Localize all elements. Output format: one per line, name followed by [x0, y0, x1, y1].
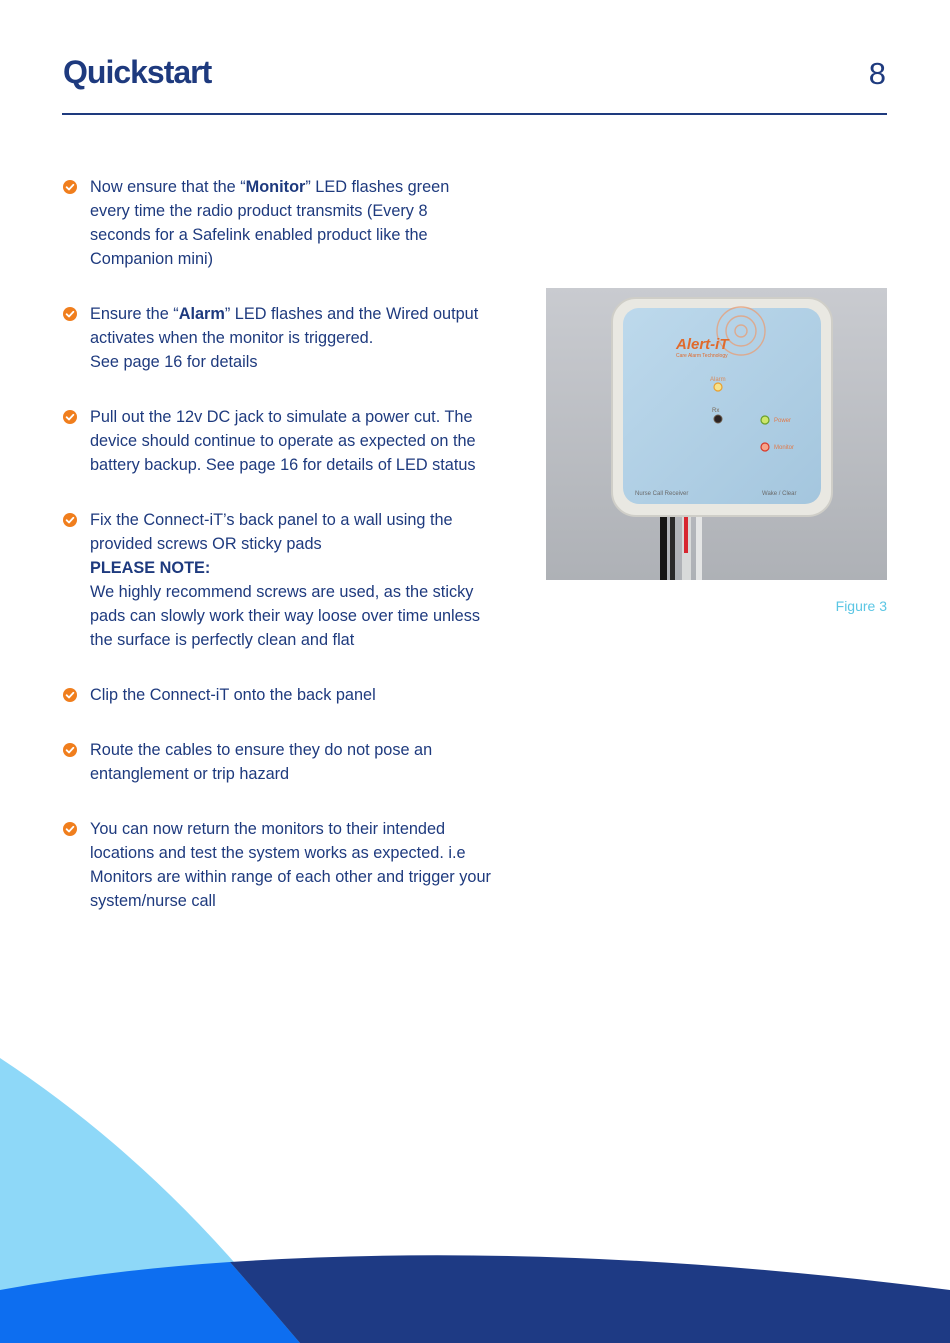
- alarm-led: [714, 383, 722, 391]
- step-text: Pull out the 12v DC jack to simulate a power cut. The device should continue to operate as expected on the battery backup. See page 16 for details of LED status: [90, 408, 476, 474]
- check-circle-icon: [63, 410, 77, 424]
- step-text: Ensure the “: [90, 305, 179, 323]
- list-item: [62, 175, 492, 271]
- check-circle-icon: [63, 307, 77, 321]
- decorative-wave: [0, 1040, 950, 1343]
- device-label-right: Wake / Clear: [762, 491, 797, 497]
- step-bold: Monitor: [245, 178, 306, 196]
- step-text: Fix the Connect-iT’s back panel to a wall using the provided screws OR sticky pads: [90, 511, 453, 553]
- led-label-rx: Rx: [712, 408, 720, 414]
- list-item: [62, 817, 492, 913]
- list-item: [62, 302, 492, 374]
- monitor-led: [761, 443, 769, 451]
- check-circle-icon: [63, 688, 77, 702]
- led-label-alarm: Alarm: [710, 377, 726, 383]
- step-text: Clip the Connect-iT onto the back panel: [90, 686, 376, 704]
- step-text: ” LED flashes green every time the radio product transmits (Every 8 seconds for a Safelink enabled product like the Companion mini): [90, 178, 450, 268]
- step-reference: See page 16 for details: [90, 353, 258, 371]
- check-circle-icon: [63, 743, 77, 757]
- step-text: Route the cables to ensure they do not pose an entanglement or trip hazard: [90, 741, 433, 783]
- quickstart-steps: [62, 175, 492, 944]
- list-item: [62, 405, 492, 477]
- page-number: 8: [868, 56, 886, 91]
- led-label-monitor: Monitor: [774, 445, 795, 451]
- rx-led: [714, 415, 722, 423]
- note-label: PLEASE NOTE:: [90, 559, 211, 577]
- device-tagline: Care Alarm Technology: [676, 353, 728, 359]
- step-text: You can now return the monitors to their intended locations and test the system works as expected. i.e Monitors are within range of each other and trigger your system/nurse call: [90, 820, 491, 910]
- device-photo: [546, 288, 887, 580]
- check-circle-icon: [63, 822, 77, 836]
- led-label-power: Power: [774, 418, 792, 424]
- list-item: [62, 738, 492, 786]
- power-led: [761, 416, 769, 424]
- device-label-left: Nurse Call Receiver: [635, 491, 689, 497]
- device-brand: Alert-iT: [676, 336, 729, 353]
- header-divider: [62, 113, 887, 115]
- list-item: [62, 508, 492, 652]
- step-text: Now ensure that the “: [90, 178, 246, 196]
- check-circle-icon: [63, 180, 77, 194]
- check-circle-icon: [63, 513, 77, 527]
- note-text: We highly recommend screws are used, as the sticky pads can slowly work their way loose over time unless the surface is perfectly clean and flat: [90, 583, 481, 649]
- page-title: Quickstart: [63, 54, 212, 90]
- step-bold: Alarm: [178, 305, 225, 323]
- step-text: ” LED flashes and the Wired output activates when the monitor is triggered.: [90, 305, 479, 347]
- figure-caption: Figure 3: [835, 598, 887, 614]
- list-item: [62, 683, 492, 707]
